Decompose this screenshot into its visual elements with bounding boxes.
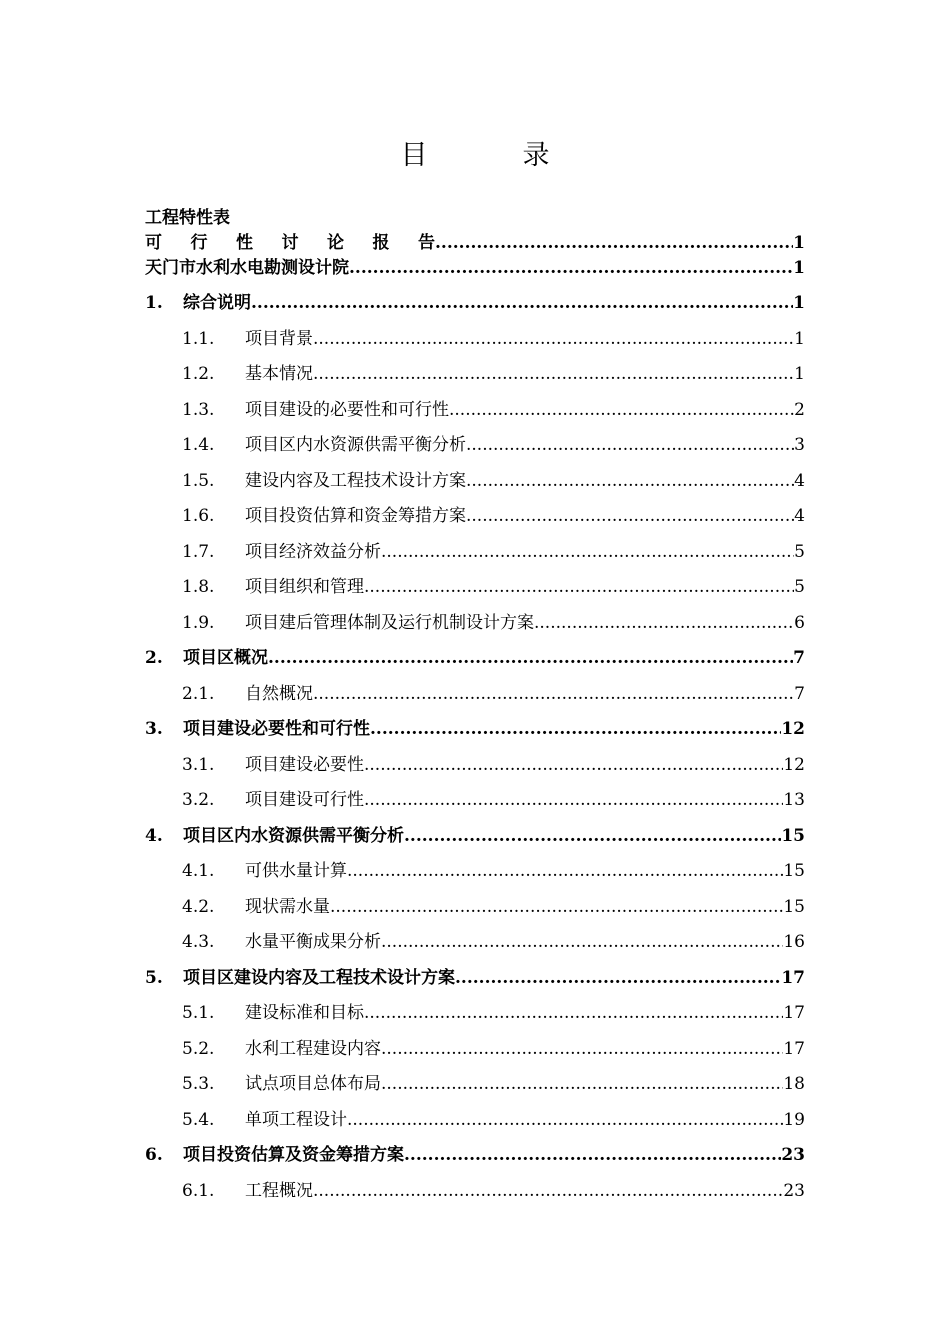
toc-title: 项目投资估算及资金筹措方案 — [183, 1145, 404, 1165]
toc-title: 水量平衡成果分析 — [245, 932, 381, 952]
toc-section[interactable] — [182, 856, 805, 881]
page-number: 13 — [783, 790, 805, 810]
dot-leader — [404, 1145, 781, 1165]
toc-number: 6. — [145, 1145, 163, 1165]
toc-title: 建设内容及工程技术设计方案 — [245, 471, 466, 491]
dot-leader — [364, 790, 783, 810]
toc-number: 4.3. — [182, 932, 215, 952]
institute-name: 天门市水利水电勘测设计院 — [145, 258, 349, 278]
toc-title: 项目建后管理体制及运行机制设计方案 — [245, 613, 534, 633]
toc-title: 可供水量计算 — [245, 861, 347, 881]
page-number: 15 — [783, 861, 805, 881]
dot-leader — [381, 542, 794, 562]
toc-title: 项目组织和管理 — [245, 577, 364, 597]
toc-section[interactable] — [182, 1105, 805, 1130]
toc-number: 2.1. — [182, 684, 215, 704]
page-number: 1 — [794, 329, 805, 349]
toc-title: 建设标准和目标 — [245, 1003, 364, 1023]
toc-chapter[interactable] — [145, 288, 805, 313]
page-number: 12 — [781, 719, 805, 739]
page-number: 19 — [783, 1110, 805, 1130]
dot-leader — [381, 1039, 783, 1059]
toc-section[interactable] — [182, 1176, 805, 1201]
toc-number: 1.8. — [182, 577, 215, 597]
toc-section[interactable] — [182, 1069, 805, 1094]
toc-item-institute[interactable] — [145, 253, 805, 278]
page-number: 23 — [783, 1181, 805, 1201]
dot-leader — [534, 613, 794, 633]
toc-number: 2. — [145, 648, 163, 668]
toc-number: 5.3. — [182, 1074, 215, 1094]
toc-number: 4. — [145, 826, 163, 846]
page-number: 23 — [781, 1145, 805, 1165]
dot-leader — [330, 897, 783, 917]
report-title: 可 行 性 讨 论 报 告 — [145, 233, 435, 253]
toc-title: 项目区内水资源供需平衡分析 — [183, 826, 404, 846]
dot-leader — [364, 755, 783, 775]
toc-section[interactable] — [182, 501, 805, 526]
toc-number: 5.1. — [182, 1003, 215, 1023]
toc-section[interactable] — [182, 679, 805, 704]
dot-leader — [370, 719, 781, 739]
toc-section[interactable] — [182, 466, 805, 491]
toc-title: 项目建设必要性 — [245, 755, 364, 775]
page-number: 7 — [794, 684, 805, 704]
toc-section[interactable] — [182, 572, 805, 597]
toc-title: 工程概况 — [245, 1181, 313, 1201]
page-number: 1 — [793, 233, 805, 253]
dot-leader — [313, 1181, 783, 1201]
toc-chapter[interactable] — [145, 963, 805, 988]
toc-item-report[interactable] — [145, 228, 805, 253]
toc-number: 3.2. — [182, 790, 215, 810]
toc-number: 1.6. — [182, 506, 215, 526]
toc-number: 1.5. — [182, 471, 215, 491]
toc-title: 项目区概况 — [183, 648, 268, 668]
toc-title: 项目建设的必要性和可行性 — [245, 400, 449, 420]
dot-leader — [455, 968, 781, 988]
page-number: 18 — [783, 1074, 805, 1094]
dot-leader — [349, 258, 793, 278]
page-number: 17 — [783, 1039, 805, 1059]
page-number: 3 — [794, 435, 805, 455]
toc-title: 项目区建设内容及工程技术设计方案 — [183, 968, 455, 988]
toc-title: 单项工程设计 — [245, 1110, 347, 1130]
toc-title: 项目投资估算和资金筹措方案 — [245, 506, 466, 526]
page-number: 2 — [794, 400, 805, 420]
page-number: 17 — [783, 1003, 805, 1023]
toc-section[interactable] — [182, 927, 805, 952]
dot-leader — [251, 293, 793, 313]
toc-number: 6.1. — [182, 1181, 215, 1201]
toc-number: 1.4. — [182, 435, 215, 455]
toc-section[interactable] — [182, 537, 805, 562]
toc-section[interactable] — [182, 750, 805, 775]
toc-title: 现状需水量 — [245, 897, 330, 917]
toc-section[interactable] — [182, 359, 805, 384]
toc-section[interactable] — [182, 395, 805, 420]
toc-number: 1.9. — [182, 613, 215, 633]
page-title: 目 录 — [400, 140, 584, 171]
toc-number: 5. — [145, 968, 163, 988]
toc-section[interactable] — [182, 998, 805, 1023]
toc-section[interactable] — [182, 892, 805, 917]
toc-section[interactable] — [182, 608, 805, 633]
toc-section[interactable] — [182, 785, 805, 810]
dot-leader — [364, 1003, 783, 1023]
toc-section[interactable] — [182, 324, 805, 349]
toc-chapter[interactable] — [145, 643, 805, 668]
toc-number: 3.1. — [182, 755, 215, 775]
page-number: 7 — [793, 648, 805, 668]
toc-chapter[interactable] — [145, 821, 805, 846]
dot-leader — [466, 506, 794, 526]
toc-number: 1.2. — [182, 364, 215, 384]
toc-item-property-table[interactable]: 工程特性表 — [145, 208, 230, 228]
dot-leader — [313, 329, 794, 349]
page-number: 1 — [793, 293, 805, 313]
page-number: 17 — [781, 968, 805, 988]
page-number: 5 — [794, 542, 805, 562]
page-number: 4 — [794, 471, 805, 491]
dot-leader — [435, 233, 793, 253]
toc-title: 基本情况 — [245, 364, 313, 384]
toc-number: 4.2. — [182, 897, 215, 917]
toc-title: 试点项目总体布局 — [245, 1074, 381, 1094]
toc-title: 自然概况 — [245, 684, 313, 704]
page-number: 1 — [793, 258, 805, 278]
dot-leader — [381, 1074, 783, 1094]
toc-number: 5.2. — [182, 1039, 215, 1059]
dot-leader — [449, 400, 794, 420]
toc-title: 综合说明 — [183, 293, 251, 313]
page-number: 1 — [794, 364, 805, 384]
toc-title: 项目建设必要性和可行性 — [183, 719, 370, 739]
page-number: 16 — [783, 932, 805, 952]
dot-leader — [347, 1110, 783, 1130]
toc-chapter[interactable] — [145, 714, 805, 739]
toc-number: 4.1. — [182, 861, 215, 881]
dot-leader — [404, 826, 781, 846]
dot-leader — [313, 364, 794, 384]
toc-title: 项目区内水资源供需平衡分析 — [245, 435, 466, 455]
page-number: 5 — [794, 577, 805, 597]
toc-title: 项目经济效益分析 — [245, 542, 381, 562]
dot-leader — [466, 435, 794, 455]
toc-number: 1.1. — [182, 329, 215, 349]
page-number: 6 — [794, 613, 805, 633]
dot-leader — [347, 861, 783, 881]
toc-number: 3. — [145, 719, 163, 739]
toc-number: 1. — [145, 293, 163, 313]
dot-leader — [313, 684, 794, 704]
dot-leader — [381, 932, 783, 952]
toc-number: 1.7. — [182, 542, 215, 562]
toc-section[interactable] — [182, 430, 805, 455]
toc-section[interactable] — [182, 1034, 805, 1059]
dot-leader — [466, 471, 794, 491]
toc-number: 1.3. — [182, 400, 215, 420]
toc-title: 项目建设可行性 — [245, 790, 364, 810]
dot-leader — [364, 577, 794, 597]
toc-title: 项目背景 — [245, 329, 313, 349]
toc-title: 水利工程建设内容 — [245, 1039, 381, 1059]
page-number: 15 — [783, 897, 805, 917]
page-number: 15 — [781, 826, 805, 846]
page-number: 4 — [794, 506, 805, 526]
toc-number: 5.4. — [182, 1110, 215, 1130]
page-number: 12 — [783, 755, 805, 775]
dot-leader — [268, 648, 793, 668]
toc-chapter[interactable] — [145, 1140, 805, 1165]
